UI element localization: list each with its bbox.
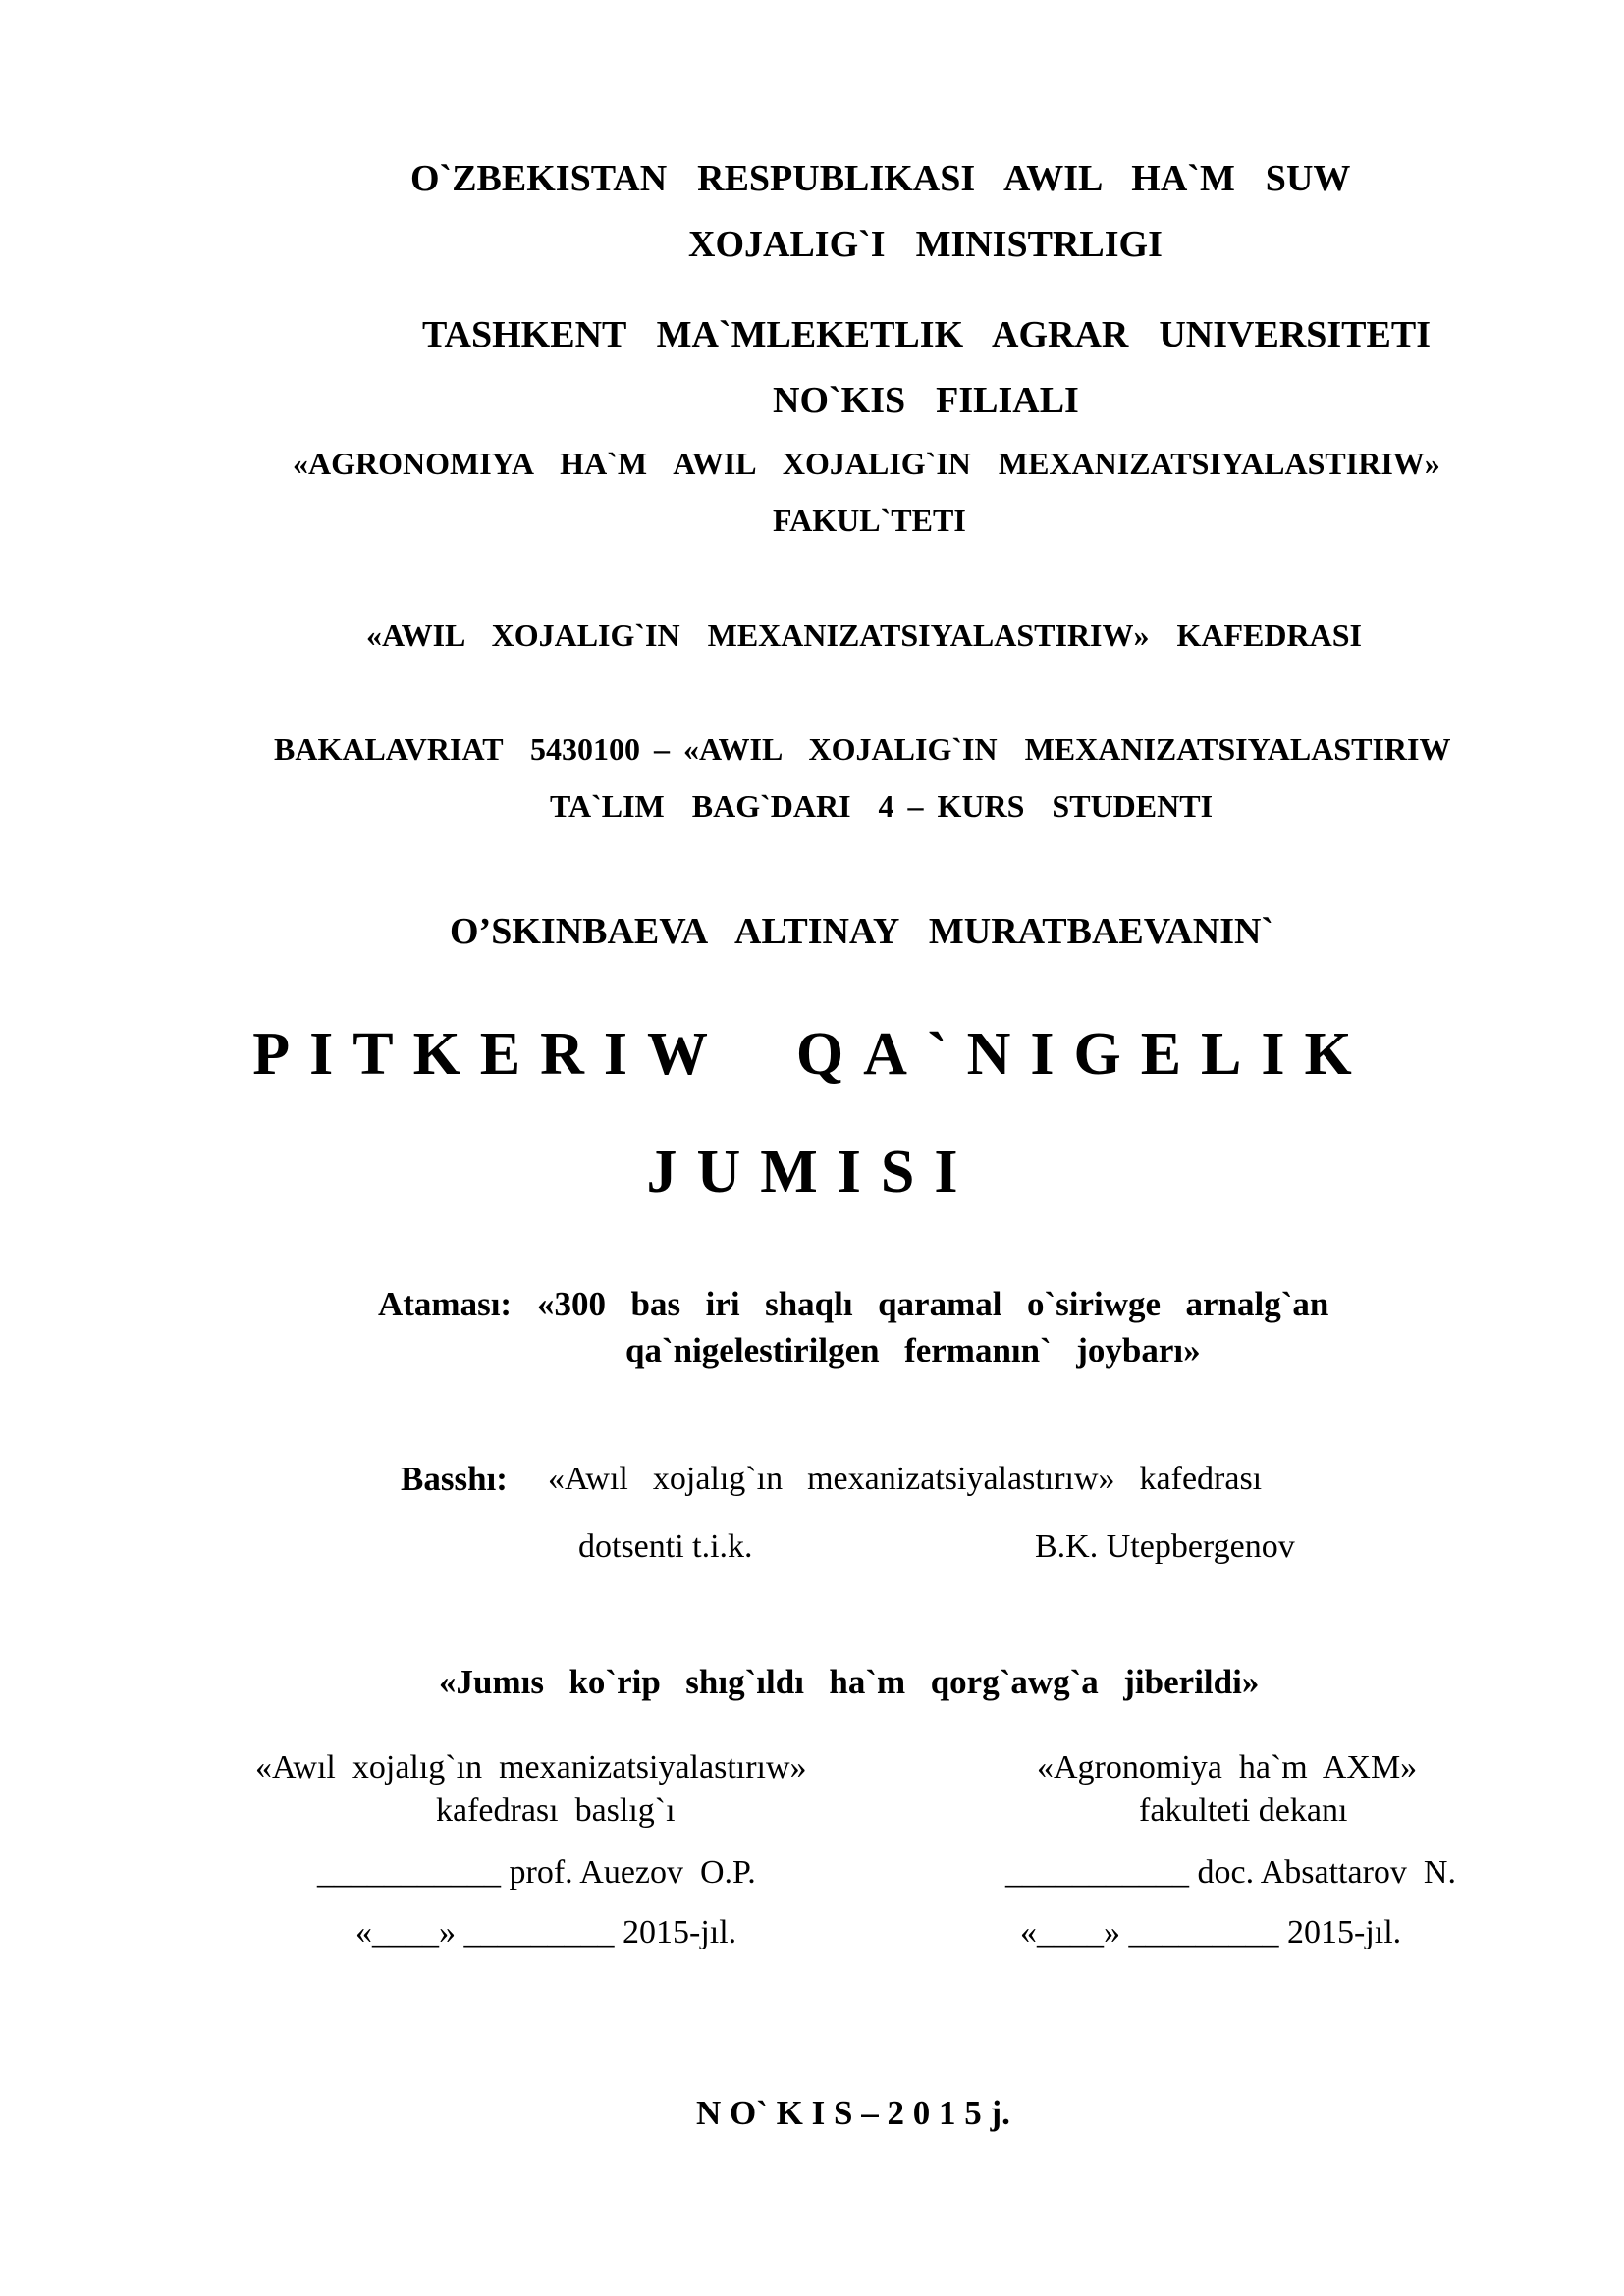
faculty-line-2: FAKUL`TETI (773, 503, 966, 538)
university-line-2: NO`KIS FILIALI (773, 380, 1079, 421)
right-signatory-faculty: «Agronomiya ha`m AXM» (1037, 1749, 1418, 1786)
supervisor-label: Basshı: (401, 1460, 508, 1498)
topic-line-2: qa`nigelestirilgen fermanın` joybarı» (625, 1331, 1201, 1369)
right-signature-line: ___________ doc. Absattarov N. (1005, 1854, 1456, 1891)
supervisor-position: dotsenti t.i.k. (578, 1528, 753, 1565)
student-name: O’SKINBAEVA ALTINAY MURATBAEVANIN` (450, 911, 1274, 952)
right-date-line: «____» _________ 2015-jıl. (1020, 1914, 1402, 1950)
left-date-line: «____» _________ 2015-jıl. (355, 1914, 737, 1950)
ministry-line-2: XOJALIG`I MINISTRLIGI (688, 224, 1163, 265)
left-signature-line: ___________ prof. Auezov O.P. (317, 1854, 756, 1891)
faculty-line-1: «AGRONOMIYA HA`M AWIL XOJALIG`IN MEXANIZATSIYALASTIRIW» (293, 446, 1440, 481)
footer-city-year: N O` K I S – 2 0 1 5 j. (696, 2094, 1010, 2132)
left-signatory-department: «Awıl xojalıg`ın mexanizatsiyalastırıw» (255, 1749, 807, 1786)
document-title-line-2: JUMISI (646, 1139, 978, 1205)
right-signatory-title: fakulteti dekanı (1139, 1792, 1348, 1829)
approval-heading: «Jumıs ko`rip shıg`ıldı ha`m qorg`awg`a jiberildi» (439, 1663, 1260, 1701)
department-name: «AWIL XOJALIG`IN MEXANIZATSIYALASTIRIW» KAFEDRASI (366, 617, 1362, 653)
topic-line-1: «300 bas iri shaqlı qaramal o`siriwge arnalg`an (537, 1285, 1329, 1323)
topic-label: Ataması: (378, 1285, 513, 1323)
ministry-line-1: O`ZBEKISTAN RESPUBLIKASI AWIL HA`M SUW (410, 158, 1351, 199)
supervisor-name: B.K. Utepbergenov (1035, 1528, 1295, 1565)
university-line-1: TASHKENT MA`MLEKETLIK AGRAR UNIVERSITETI (422, 314, 1432, 355)
supervisor-department: «Awıl xojalıg`ın mexanizatsiyalastırıw» kafedrası (548, 1461, 1263, 1497)
program-line-2: TA`LIM BAG`DARI 4 – KURS STUDENTI (550, 788, 1214, 824)
document-title-line-1: PITKERIW QA`NIGELIK (252, 1021, 1372, 1088)
program-line-1: BAKALAVRIAT 5430100 – «AWIL XOJALIG`IN MEXANIZATSIYALASTIRIW (274, 731, 1451, 767)
left-signatory-title: kafedrası baslıg`ı (436, 1792, 676, 1829)
